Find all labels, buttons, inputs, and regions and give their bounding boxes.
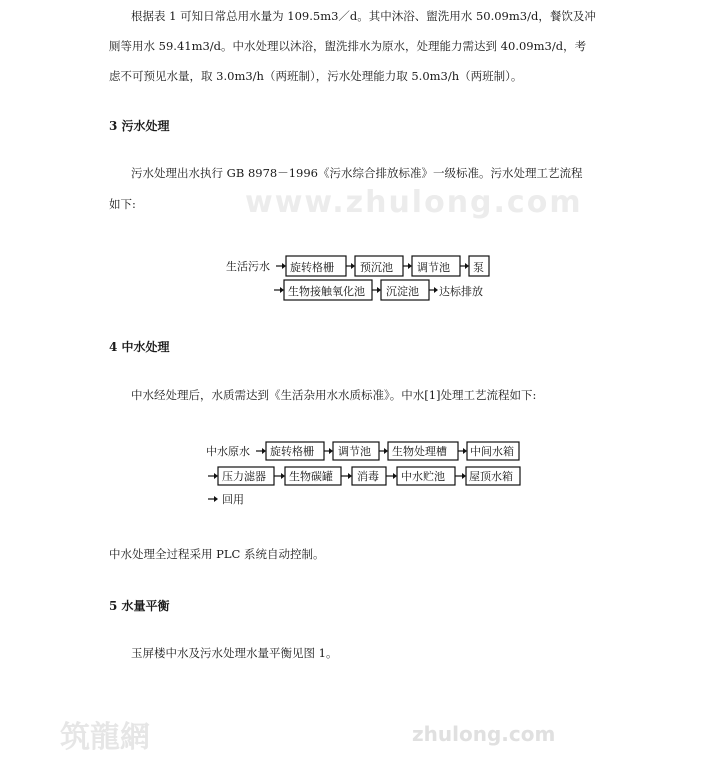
section-heading: 3 污水处理 [109,119,170,133]
flow-arrow-head [214,473,218,479]
flow-arrow-head [434,287,438,293]
flow-step-label: 中水贮池 [401,470,445,483]
paragraph-line: 玉屏楼中水及污水处理水量平衡见图 1。 [131,646,338,660]
paragraph-line: 中水经处理后，水质需达到《生活杂用水水质标准》。中水[1]处理工艺流程如下: [131,388,537,402]
paragraph-line: 厕等用水 59.41m3/d。中水处理以沐浴，盥洗排水为原水，处理能力需达到 40.09m3/d，考 [109,39,587,53]
flow-arrow-head [462,473,466,479]
section-heading: 4 中水处理 [109,340,170,354]
flow-end-label: 达标排放 [439,285,483,298]
flow-step-label: 中间水箱 [470,445,514,458]
flow-arrow-head [351,263,355,269]
paragraph-line: 污水处理出水执行 GB 8978－1996《污水综合排放标准》一级标准。污水处理工艺流程 [131,166,583,180]
flow-source-label: 中水原水 [206,445,250,458]
paragraph-line: 虑不可预见水量，取 3.0m3/h（两班制），污水处理能力取 5.0m3/h（两班制）。 [109,69,523,83]
flow-step-label: 旋转格栅 [270,445,314,458]
flow-step-label: 预沉池 [360,261,393,274]
flow-arrow-head [465,263,469,269]
watermark-mid: www.zhulong.com [245,185,583,220]
flow-step-label: 生物碳罐 [289,470,333,483]
flow-arrow-head [393,473,397,479]
flow-arrow-head [377,287,381,293]
flow-step-label: 生物处理槽 [392,445,447,458]
flow-arrow-head [348,473,352,479]
flow-source-label: 生活污水 [226,260,270,273]
flow-step-label: 屋顶水箱 [469,470,513,483]
sewage-flow-diagram [222,250,512,306]
flow-arrow-head [329,448,333,454]
watermark-bottom-right: zhulong.com [412,722,556,746]
flow-arrow-head [408,263,412,269]
flow-arrow-head [280,287,284,293]
section-heading: 5 水量平衡 [109,599,170,613]
flow-step-label: 泵 [473,261,484,274]
flow-arrow-head [262,448,266,454]
flow-step-label: 调节池 [417,261,450,274]
flow-step-label: 消毒 [357,470,379,483]
paragraph-line: 根据表 1 可知日常总用水量为 109.5m3／d。其中沐浴、盥洗用水 50.09m3/d，餐饮及冲 [131,9,596,23]
flow-arrow-head [282,263,286,269]
flow-arrow-head [214,496,218,502]
paragraph-line: 如下: [109,197,136,211]
flow-arrow-head [281,473,285,479]
flow-step-label: 压力滤器 [222,470,266,483]
flow-step-label: 调节池 [338,445,371,458]
flow-arrow-head [463,448,467,454]
watermark-bottom-left: 筑龍網 [60,720,150,755]
reclaimed-water-flow-diagram [204,438,522,510]
flow-step-label: 沉淀池 [386,285,419,298]
paragraph-line: 中水处理全过程采用 PLC 系统自动控制。 [109,547,325,561]
flow-step-label: 生物接触氧化池 [288,285,365,298]
flow-arrow-head [384,448,388,454]
flow-step-label: 旋转格栅 [290,261,334,274]
flow-end-label: 回用 [222,493,244,506]
